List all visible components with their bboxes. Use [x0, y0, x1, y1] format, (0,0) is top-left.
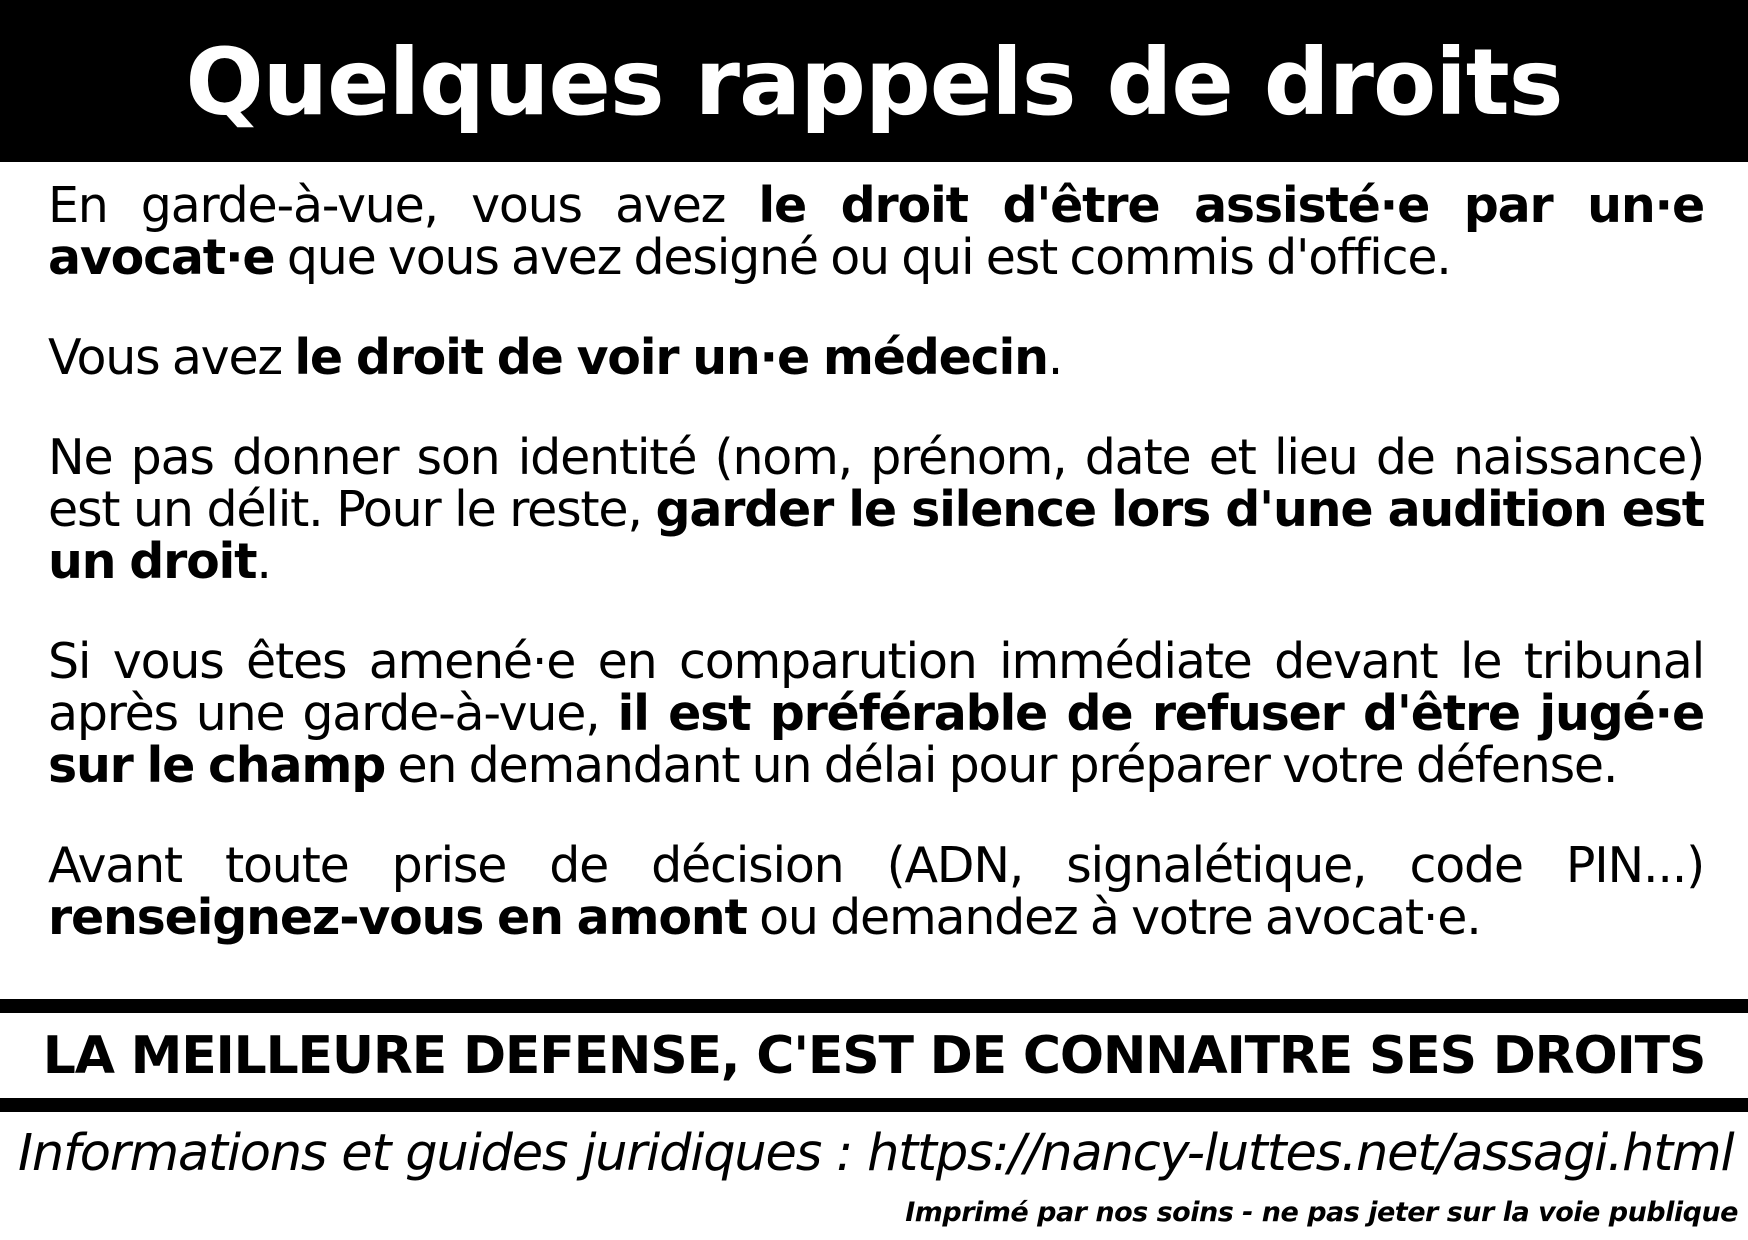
paragraph-text: .	[256, 533, 271, 590]
paragraph-silence	[48, 429, 1704, 590]
paragraph-text: Si vous êtes amené·e en comparution immédiate devant le tribunal après une garde-à-vue,	[48, 633, 1704, 742]
paragraph-text: Vous avez	[48, 329, 295, 386]
paragraph-text: en demandant un délai pour préparer votre défense.	[385, 737, 1618, 794]
paragraph-text: En garde-à-vue, vous avez	[48, 177, 759, 234]
page-title: Quelques rappels de droits	[185, 29, 1563, 136]
paragraph-emphasis: le droit de voir un·e médecin	[294, 329, 1048, 386]
divider-bottom	[0, 1098, 1748, 1112]
rights-list	[48, 177, 1704, 992]
paragraph-text: ou demandez à votre avocat·e.	[746, 889, 1481, 946]
paragraph-trial	[48, 633, 1704, 794]
footnote: Imprimé par nos soins - ne pas jeter sur la voie publique	[905, 1197, 1738, 1228]
paragraph-emphasis: il est préférable de refuser d'être jugé·e sur le champ	[48, 685, 1704, 794]
paragraph-emphasis: garder le silence lors d'une audition est un droit	[48, 481, 1704, 590]
paragraph-emphasis: le droit d'être assisté·e par un·e avocat·e	[48, 177, 1704, 286]
header-banner	[0, 0, 1748, 162]
info-line: Informations et guides juridiques : https://nancy-luttes.net/assagi.html	[18, 1124, 1734, 1183]
paragraph-text: .	[1047, 329, 1063, 386]
paragraph-lawyer	[48, 177, 1704, 286]
paragraph-decision	[48, 837, 1704, 946]
slogan: LA MEILLEURE DEFENSE, C'EST DE CONNAITRE SES DROITS	[42, 1025, 1706, 1086]
paragraph-text: que vous avez designé ou qui est commis d'office.	[274, 229, 1451, 286]
paragraph-emphasis: renseignez-vous en amont	[48, 889, 747, 946]
paragraph-text: Ne pas donner son identité (nom, prénom, date et lieu de naissance) est un délit. Pour le reste,	[48, 429, 1704, 538]
divider-top	[0, 999, 1748, 1013]
paragraph-doctor	[48, 329, 1704, 386]
paragraph-text: Avant toute prise de décision (ADN, signalétique, code PIN...)	[48, 837, 1704, 894]
